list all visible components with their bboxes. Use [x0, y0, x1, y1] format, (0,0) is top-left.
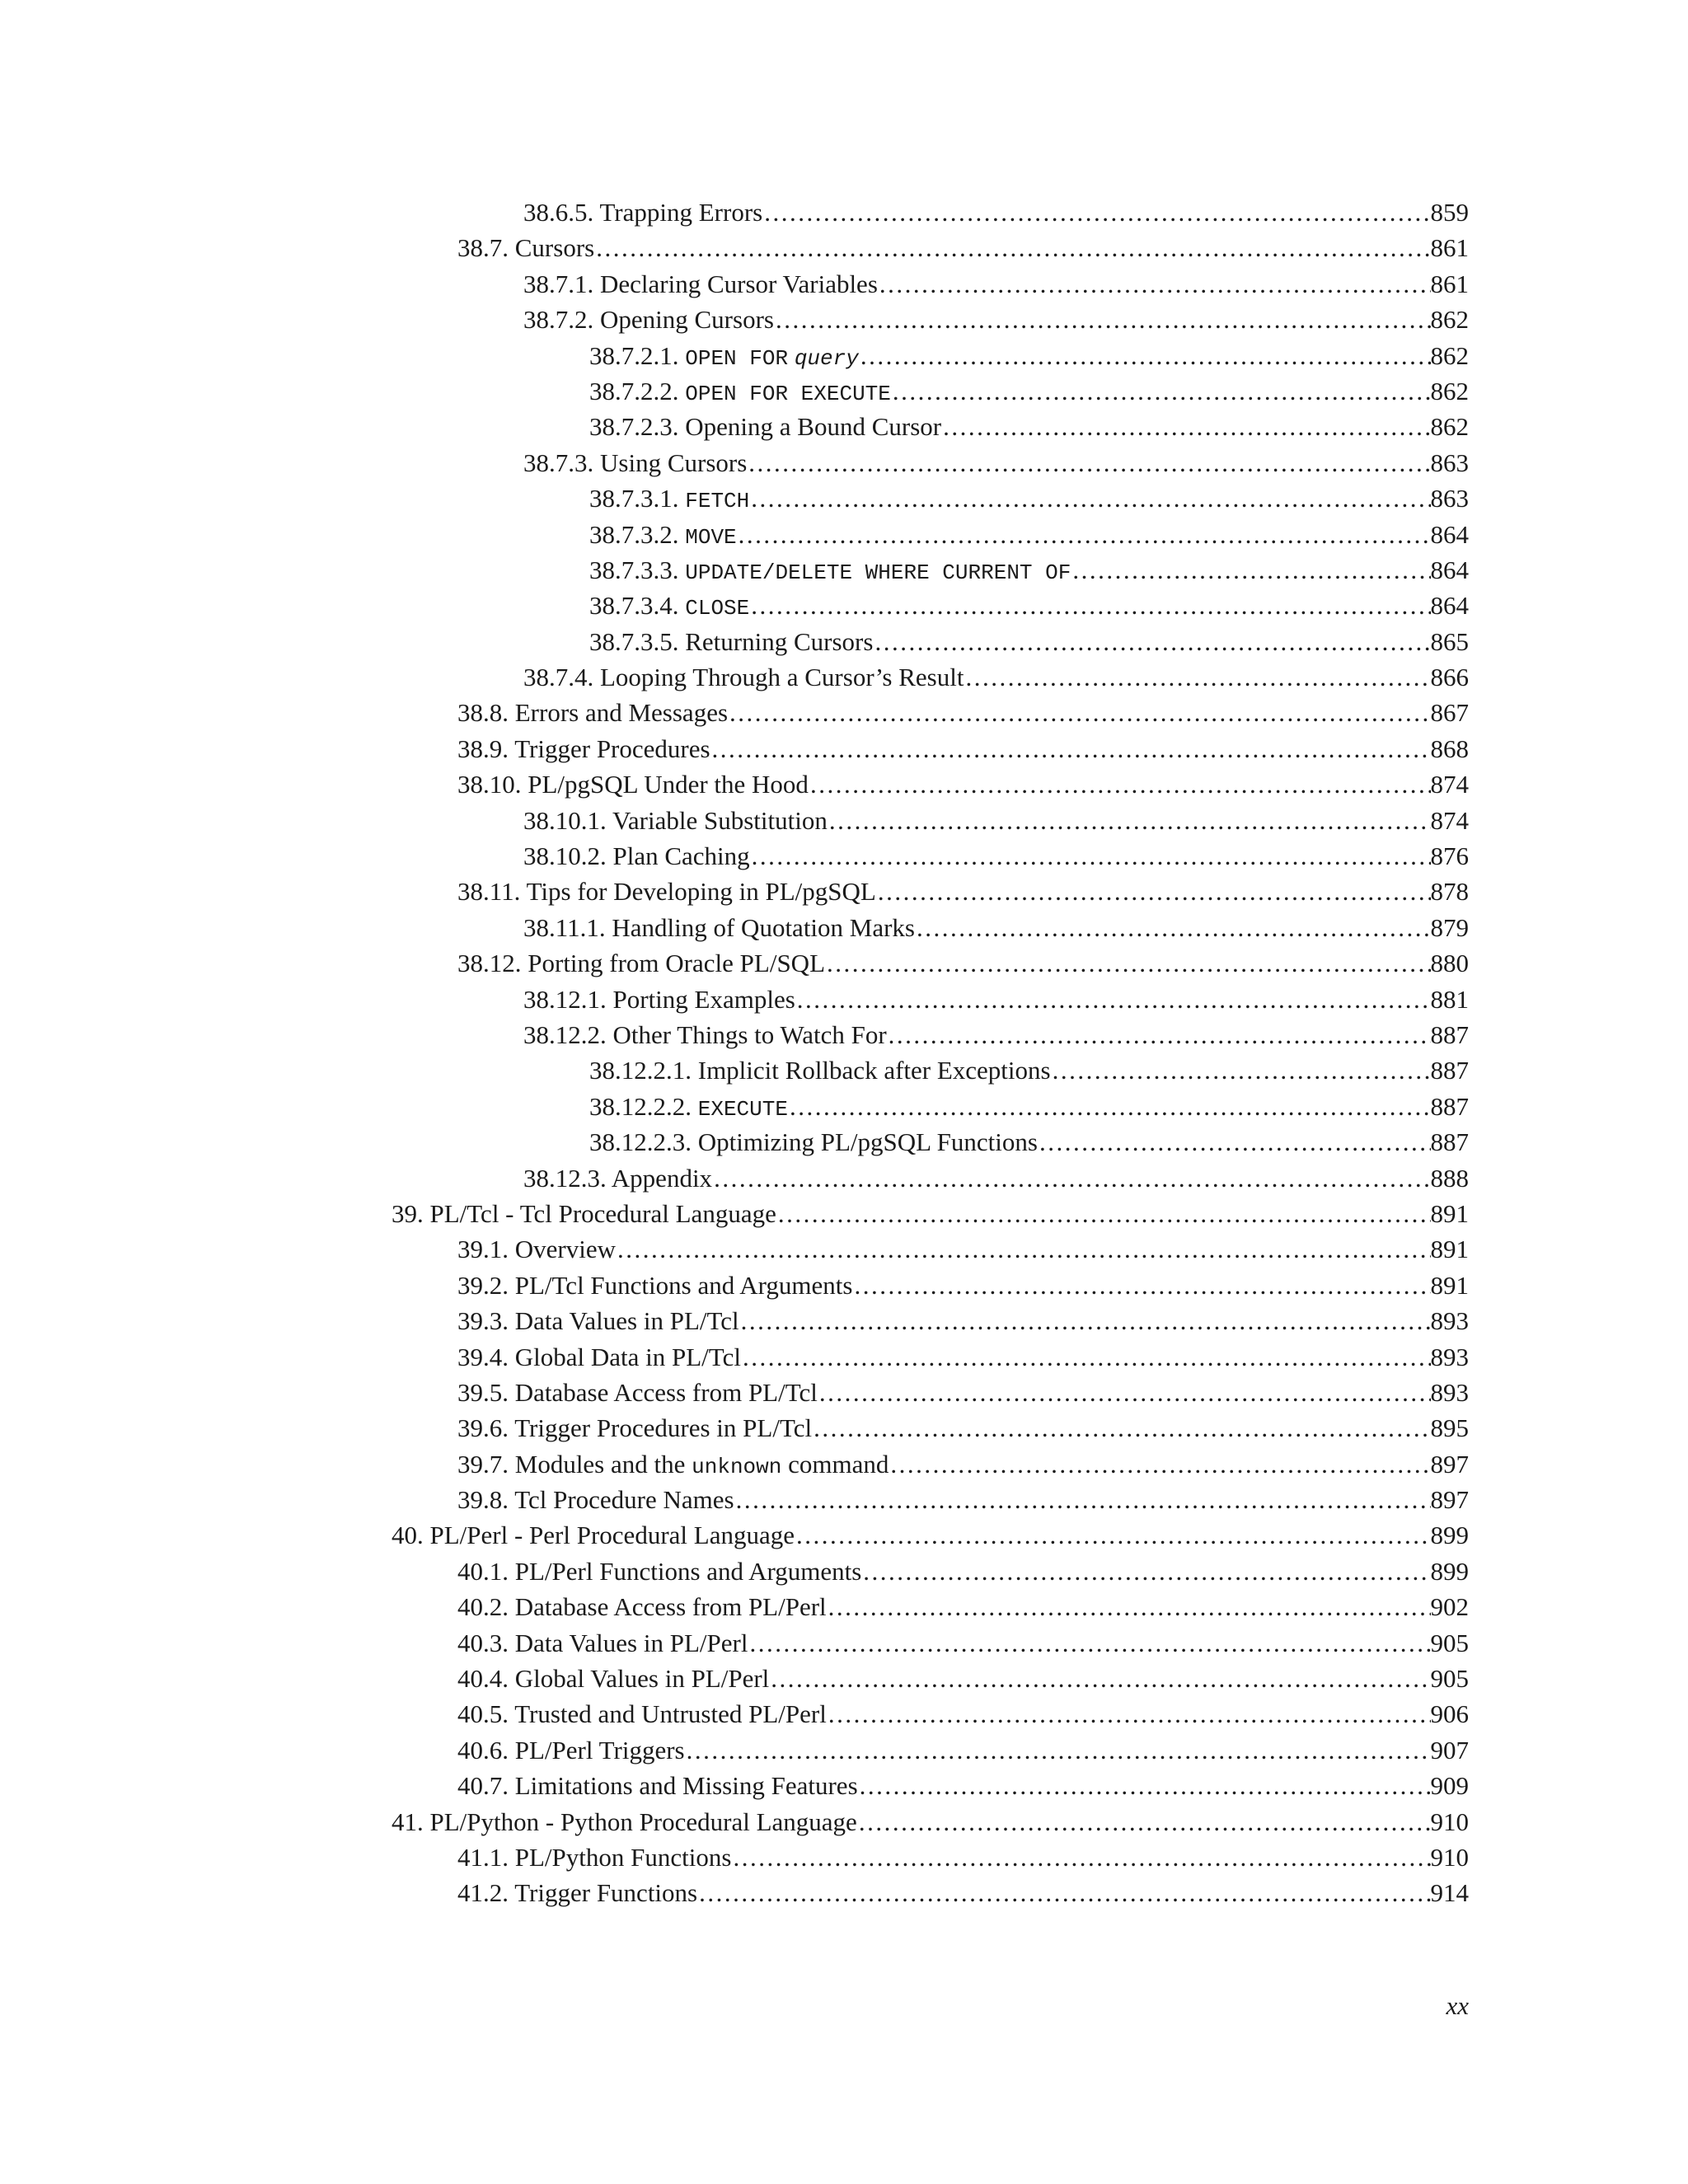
toc-entry[interactable] [457, 695, 1469, 730]
toc-entry-page: 866 [1430, 663, 1469, 692]
toc-entry[interactable] [392, 1517, 1469, 1553]
toc-entry-page: 880 [1430, 949, 1469, 978]
toc-entry-code: CLOSE [685, 596, 750, 621]
dot-leader [790, 1089, 1431, 1124]
toc-entry-title [457, 695, 728, 730]
dot-leader [778, 1196, 1431, 1231]
toc-entry-code: FETCH [685, 489, 750, 514]
toc-entry-title [457, 1625, 748, 1661]
toc-entry-text: Variable Substitution [612, 805, 828, 835]
dot-leader [796, 1517, 1431, 1553]
dot-leader [751, 588, 1430, 623]
toc-entry-page: 863 [1430, 448, 1469, 477]
toc-entry-number: 38.10.1. [523, 805, 607, 835]
toc-entry-text: PL/pgSQL Under the Hood [528, 770, 809, 799]
toc-entry-title [523, 910, 915, 945]
toc-entry-text: Trigger Functions [514, 1878, 698, 1908]
toc-entry-page: 862 [1430, 376, 1469, 405]
toc-entry-title [523, 1160, 712, 1196]
toc-entry-code: unknown [692, 1454, 782, 1479]
dot-leader [860, 338, 1431, 373]
toc-entry[interactable] [589, 373, 1469, 409]
toc-entry-title [523, 982, 795, 1017]
toc-entry-text: Implicit Rollback after Exceptions [697, 1056, 1051, 1085]
toc-entry-title [589, 588, 749, 626]
toc-entry[interactable] [589, 480, 1469, 516]
toc-entry-page: 907 [1430, 1735, 1469, 1765]
toc-entry-text: Looping Through a Cursor’s Result [600, 663, 964, 692]
toc-entry-page: 910 [1430, 1807, 1469, 1836]
dot-leader [741, 1303, 1431, 1338]
toc-entry[interactable] [457, 766, 1469, 802]
toc-entry[interactable] [457, 731, 1469, 766]
toc-entry-number: 41.2. [457, 1878, 509, 1908]
toc-entry-code: EXECUTE [697, 1096, 788, 1122]
toc-entry-number: 39.2. [457, 1270, 509, 1300]
dot-leader [860, 1768, 1431, 1803]
toc-entry-text: Trigger Procedures [514, 733, 710, 763]
toc-entry-page: 879 [1430, 912, 1469, 942]
toc-entry-page: 874 [1430, 805, 1469, 835]
toc-entry-page: 897 [1430, 1485, 1469, 1515]
toc-entry-title [457, 945, 825, 981]
toc-entry-number: 41.1. [457, 1842, 509, 1872]
toc-entry-title [523, 838, 750, 874]
toc-entry[interactable] [523, 266, 1469, 302]
toc-entry-page: 876 [1430, 841, 1469, 871]
toc-entry[interactable] [523, 659, 1469, 695]
toc-entry-page: 899 [1430, 1521, 1469, 1550]
dot-leader [738, 517, 1431, 552]
toc-entry-number: 40.1. [457, 1556, 509, 1586]
dot-leader [736, 1482, 1431, 1517]
toc-entry[interactable] [589, 1089, 1469, 1124]
toc-entry-page: 874 [1430, 770, 1469, 799]
dot-leader [827, 945, 1430, 981]
toc-entry-title [523, 194, 762, 230]
dot-leader [828, 1589, 1431, 1624]
toc-entry-code: MOVE [685, 524, 737, 550]
toc-entry-number: 38.7.2.2. [589, 376, 679, 405]
dot-leader [1053, 1052, 1431, 1088]
toc-entry[interactable] [523, 982, 1469, 1017]
dot-leader [863, 1554, 1430, 1589]
toc-entry[interactable] [589, 552, 1469, 588]
toc-entry-code: OPEN FOR [685, 345, 789, 371]
toc-entry[interactable] [457, 1303, 1469, 1338]
toc-entry-number: 39.7. [457, 1449, 509, 1479]
toc-entry-title [457, 1375, 818, 1410]
toc-entry-number: 38.7.2.1. [589, 340, 679, 370]
toc-entry-title [589, 1124, 1038, 1160]
toc-entry-number: 38.7.2.3. [589, 412, 679, 442]
toc-entry-number: 40.7. [457, 1771, 509, 1801]
toc-entry-number: 39. [392, 1198, 424, 1228]
toc-entry-page: 864 [1430, 591, 1469, 621]
toc-entry-number: 38.7.3. [523, 448, 594, 477]
toc-entry-number: 38.12.3. [523, 1163, 607, 1193]
table-of-contents [0, 194, 1688, 1911]
toc-entry[interactable] [457, 1661, 1469, 1696]
toc-entry[interactable] [457, 1840, 1469, 1875]
toc-entry-title [589, 624, 873, 659]
toc-entry[interactable] [457, 1339, 1469, 1375]
toc-entry-page: 910 [1430, 1842, 1469, 1872]
toc-entry-title [523, 659, 964, 695]
toc-entry[interactable] [457, 230, 1469, 265]
toc-entry-title [457, 1446, 889, 1485]
dot-leader [854, 1268, 1430, 1303]
toc-entry-page: 888 [1430, 1163, 1469, 1193]
toc-entry-number: 38.11.1. [523, 912, 606, 942]
toc-entry-page: 887 [1430, 1127, 1469, 1157]
toc-entry-page: 865 [1430, 626, 1469, 656]
toc-entry-title [523, 803, 828, 838]
toc-entry-page: 859 [1430, 198, 1469, 227]
toc-entry[interactable] [589, 338, 1469, 373]
toc-entry[interactable] [523, 1017, 1469, 1052]
dot-leader [1039, 1124, 1431, 1160]
toc-list [0, 194, 1469, 1911]
dot-leader [828, 1696, 1431, 1732]
toc-entry-title [457, 1303, 739, 1338]
toc-entry-text-after: command [788, 1449, 889, 1479]
toc-entry[interactable] [589, 1052, 1469, 1088]
toc-entry-text: Tcl Procedure Names [514, 1485, 734, 1515]
dot-leader [748, 445, 1430, 480]
toc-entry-title [457, 230, 594, 265]
toc-entry-title [457, 1696, 827, 1732]
toc-entry-title [457, 731, 710, 766]
dot-leader [859, 1804, 1431, 1840]
toc-entry-number: 38.7.1. [523, 269, 594, 298]
dot-leader [776, 302, 1431, 337]
toc-entry-page: 881 [1430, 984, 1469, 1014]
toc-entry[interactable] [457, 1482, 1469, 1517]
toc-entry-text: Returning Cursors [685, 626, 874, 656]
toc-entry-title [457, 1840, 731, 1875]
toc-entry-title [589, 517, 737, 555]
toc-entry-page: 887 [1430, 1056, 1469, 1085]
dot-leader [943, 409, 1430, 444]
toc-entry-page: 914 [1430, 1878, 1469, 1908]
dot-leader [965, 659, 1430, 695]
toc-entry-title [392, 1517, 795, 1553]
toc-entry-number: 38.7.3.3. [589, 555, 679, 584]
dot-leader [749, 1625, 1430, 1661]
dot-leader [596, 230, 1430, 265]
toc-entry-title [589, 1052, 1051, 1088]
toc-entry-title [457, 1661, 769, 1696]
toc-entry-page: 868 [1430, 733, 1469, 763]
toc-entry-page: 887 [1430, 1019, 1469, 1049]
toc-entry-page: 862 [1430, 412, 1469, 442]
toc-entry-number: 39.3. [457, 1306, 509, 1336]
toc-entry-text: Tips for Developing in PL/pgSQL [526, 877, 876, 907]
toc-entry-title [457, 1768, 858, 1803]
toc-entry[interactable] [523, 1160, 1469, 1196]
toc-entry[interactable] [589, 624, 1469, 659]
toc-entry-page: 897 [1430, 1449, 1469, 1479]
toc-entry[interactable] [457, 1625, 1469, 1661]
toc-entry-text: Plan Caching [612, 841, 750, 871]
toc-entry-title [457, 766, 809, 802]
toc-entry[interactable] [523, 838, 1469, 874]
toc-entry-page: 891 [1430, 1270, 1469, 1300]
toc-entry-text: Optimizing PL/pgSQL Functions [697, 1127, 1038, 1157]
dot-leader [729, 695, 1430, 730]
toc-entry-number: 40.5. [457, 1699, 509, 1729]
dot-leader [829, 803, 1431, 838]
toc-entry-number: 38.12.2.2. [589, 1091, 692, 1121]
toc-entry-title [589, 480, 749, 519]
toc-entry-page: 893 [1430, 1306, 1469, 1336]
toc-entry-text: PL/Python - Python Procedural Language [429, 1807, 857, 1836]
dot-leader [890, 1446, 1430, 1482]
toc-entry-number: 40.3. [457, 1628, 509, 1657]
dot-leader [771, 1661, 1430, 1696]
toc-entry-title [457, 1410, 812, 1446]
toc-entry[interactable] [392, 1196, 1469, 1231]
toc-entry-number: 38.7.2. [523, 305, 594, 335]
toc-entry-number: 38.7.3.1. [589, 484, 679, 513]
toc-entry-page: 909 [1430, 1771, 1469, 1801]
toc-entry-text: Global Data in PL/Tcl [514, 1342, 741, 1371]
toc-entry-number: 38.12.1. [523, 984, 607, 1014]
dot-leader [699, 1875, 1430, 1910]
dot-leader [752, 838, 1431, 874]
toc-entry-title [457, 1339, 741, 1375]
toc-entry-page: 899 [1430, 1556, 1469, 1586]
toc-entry-title [523, 302, 774, 337]
toc-entry-text: Global Values in PL/Perl [514, 1664, 770, 1694]
toc-entry-title [457, 1231, 616, 1267]
dot-leader [814, 1410, 1430, 1446]
page-number: xx [1446, 1991, 1469, 2020]
dot-leader [733, 1840, 1430, 1875]
toc-entry[interactable] [523, 445, 1469, 480]
toc-entry-title [392, 1804, 857, 1840]
toc-entry-number: 40.6. [457, 1735, 509, 1765]
toc-entry[interactable] [523, 910, 1469, 945]
dot-leader [714, 1160, 1430, 1196]
toc-entry-number: 39.5. [457, 1377, 509, 1407]
toc-entry-page: 867 [1430, 698, 1469, 728]
toc-entry-page: 893 [1430, 1342, 1469, 1371]
toc-entry[interactable] [589, 588, 1469, 623]
toc-entry-page: 905 [1430, 1664, 1469, 1694]
toc-entry-text: Limitations and Missing Features [514, 1771, 858, 1801]
toc-entry-text: Modules and the [514, 1449, 686, 1479]
toc-entry-text: Other Things to Watch For [612, 1019, 887, 1049]
toc-entry-number: 38.12.2.3. [589, 1127, 692, 1157]
toc-entry-title [589, 552, 1071, 591]
toc-entry-number: 39.4. [457, 1342, 509, 1371]
toc-entry-text: PL/Tcl Functions and Arguments [514, 1270, 853, 1300]
dot-leader [810, 766, 1431, 802]
toc-entry-text: Database Access from PL/Perl [514, 1592, 827, 1622]
toc-entry-title [589, 409, 941, 444]
toc-entry-text: Cursors [514, 233, 595, 263]
toc-entry-number: 38.7.3.2. [589, 519, 679, 549]
toc-entry-number: 38.12. [457, 949, 522, 978]
dot-leader [917, 910, 1431, 945]
toc-entry[interactable] [589, 517, 1469, 552]
toc-entry[interactable] [523, 803, 1469, 838]
toc-entry-text: PL/Perl Triggers [514, 1735, 685, 1765]
toc-entry-text: Declaring Cursor Variables [600, 269, 878, 298]
toc-entry[interactable] [457, 945, 1469, 981]
toc-entry-text: PL/Perl Functions and Arguments [514, 1556, 862, 1586]
toc-entry-page: 902 [1430, 1592, 1469, 1622]
toc-entry-text: Porting from Oracle PL/SQL [528, 949, 826, 978]
toc-entry-title [523, 445, 747, 480]
toc-entry-number: 38.7.3.5. [589, 626, 679, 656]
toc-entry-number: 38.8. [457, 698, 509, 728]
toc-entry-number: 41. [392, 1807, 424, 1836]
dot-leader [687, 1732, 1431, 1768]
toc-entry[interactable] [523, 302, 1469, 337]
toc-entry-title [457, 1875, 697, 1910]
toc-entry-number: 38.11. [457, 877, 521, 907]
toc-entry-page: 895 [1430, 1413, 1469, 1443]
toc-entry-text: Trapping Errors [599, 198, 763, 227]
toc-entry-page: 887 [1430, 1091, 1469, 1121]
toc-entry[interactable] [457, 1732, 1469, 1768]
toc-entry-title [457, 874, 876, 909]
toc-entry[interactable] [457, 1554, 1469, 1589]
dot-leader [878, 874, 1431, 909]
toc-entry-page: 893 [1430, 1377, 1469, 1407]
toc-entry-number: 38.9. [457, 733, 509, 763]
toc-entry-code-placeholder: query [794, 345, 859, 371]
toc-entry-title [457, 1482, 734, 1517]
dot-leader [751, 480, 1430, 516]
dot-leader [879, 266, 1431, 302]
toc-entry-code: UPDATE/DELETE WHERE CURRENT OF [685, 560, 1071, 585]
toc-entry-number: 38.7.4. [523, 663, 594, 692]
toc-entry-number: 40.4. [457, 1664, 509, 1694]
toc-entry-page: 878 [1430, 877, 1469, 907]
toc-entry-text: Trigger Procedures in PL/Tcl [514, 1413, 813, 1443]
toc-entry-number: 38.7. [457, 233, 509, 263]
dot-leader [617, 1231, 1431, 1267]
toc-entry-text: Handling of Quotation Marks [612, 912, 915, 942]
toc-entry-number: 38.12.2.1. [589, 1056, 692, 1085]
toc-entry-number: 39.1. [457, 1235, 509, 1264]
toc-entry-text: Using Cursors [600, 448, 748, 477]
toc-entry[interactable] [523, 194, 1469, 230]
toc-entry-text: Data Values in PL/Perl [514, 1628, 748, 1657]
toc-entry-number: 40.2. [457, 1592, 509, 1622]
toc-entry[interactable] [457, 1589, 1469, 1624]
dot-leader [797, 982, 1431, 1017]
toc-entry[interactable] [589, 1124, 1469, 1160]
toc-entry-page: 862 [1430, 340, 1469, 370]
toc-entry-number: 38.7.3.4. [589, 591, 679, 621]
dot-leader [819, 1375, 1431, 1410]
toc-entry-title [457, 1589, 827, 1624]
toc-entry-text: Errors and Messages [514, 698, 729, 728]
toc-entry-text: PL/Python Functions [514, 1842, 732, 1872]
toc-entry-title [589, 338, 859, 377]
toc-entry-number: 38.10.2. [523, 841, 607, 871]
toc-entry-page: 905 [1430, 1628, 1469, 1657]
toc-entry[interactable] [392, 1804, 1469, 1840]
toc-entry[interactable] [457, 1446, 1469, 1482]
toc-entry-text: Database Access from PL/Tcl [514, 1377, 818, 1407]
toc-entry-title [589, 1089, 788, 1127]
toc-entry-page: 861 [1430, 233, 1469, 263]
dot-leader [1072, 552, 1430, 588]
dot-leader [874, 624, 1430, 659]
toc-entry-text: Opening a Bound Cursor [685, 412, 942, 442]
toc-entry-number: 39.8. [457, 1485, 509, 1515]
toc-entry-text: Overview [514, 1235, 616, 1264]
toc-entry[interactable] [457, 1268, 1469, 1303]
toc-entry[interactable] [457, 1696, 1469, 1732]
toc-entry-number: 40. [392, 1521, 424, 1550]
toc-entry-title [392, 1196, 776, 1231]
toc-entry[interactable] [589, 409, 1469, 444]
toc-entry-text: PL/Perl - Perl Procedural Language [429, 1521, 795, 1550]
toc-entry-text: PL/Tcl - Tcl Procedural Language [429, 1198, 776, 1228]
toc-entry-title [523, 266, 878, 302]
toc-entry[interactable] [457, 1875, 1469, 1910]
toc-entry[interactable] [457, 1768, 1469, 1803]
toc-entry-text: Appendix [611, 1163, 713, 1193]
toc-entry-title [457, 1268, 852, 1303]
dot-leader [893, 373, 1431, 409]
toc-entry-code: OPEN FOR EXECUTE [685, 381, 891, 406]
toc-entry-title [457, 1554, 861, 1589]
toc-entry-number: 38.12.2. [523, 1019, 607, 1049]
toc-entry-title [589, 373, 891, 412]
toc-entry-number: 38.10. [457, 770, 522, 799]
toc-entry[interactable] [457, 874, 1469, 909]
toc-entry-number: 39.6. [457, 1413, 509, 1443]
toc-entry-page: 864 [1430, 519, 1469, 549]
toc-entry-page: 863 [1430, 484, 1469, 513]
toc-entry-title [457, 1732, 685, 1768]
toc-entry-number: 38.6.5. [523, 198, 594, 227]
dot-leader [743, 1339, 1431, 1375]
toc-entry-text: Porting Examples [612, 984, 795, 1014]
toc-entry-page: 891 [1430, 1198, 1469, 1228]
toc-entry-title [523, 1017, 887, 1052]
dot-leader [889, 1017, 1431, 1052]
dot-leader [764, 194, 1430, 230]
toc-entry[interactable] [457, 1231, 1469, 1267]
toc-entry-text: Opening Cursors [600, 305, 774, 335]
toc-entry-text: Data Values in PL/Tcl [514, 1306, 739, 1336]
toc-entry-page: 864 [1430, 555, 1469, 584]
toc-entry[interactable] [457, 1410, 1469, 1446]
dot-leader [712, 731, 1431, 766]
toc-entry-page: 862 [1430, 305, 1469, 335]
toc-entry-text: Trusted and Untrusted PL/Perl [514, 1699, 827, 1729]
toc-entry-page: 906 [1430, 1699, 1469, 1729]
toc-entry-page: 861 [1430, 269, 1469, 298]
toc-entry[interactable] [457, 1375, 1469, 1410]
toc-entry-page: 891 [1430, 1235, 1469, 1264]
